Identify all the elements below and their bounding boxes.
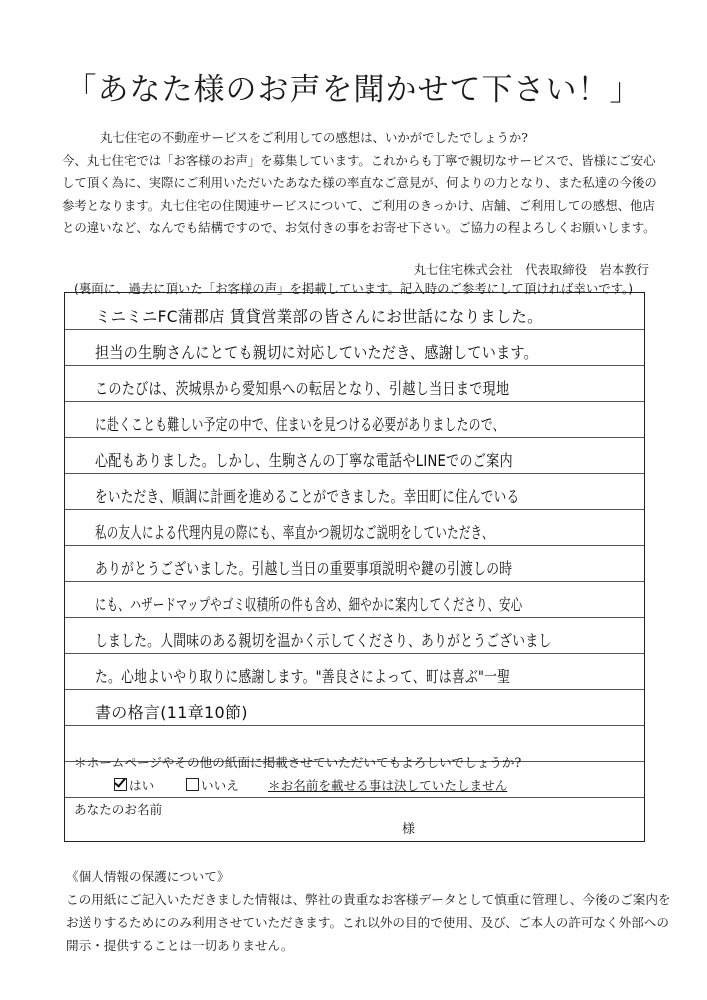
checkbox-empty-icon[interactable] — [186, 778, 199, 791]
handwritten-line: ありがとうございました。引越し当日の重要事項説明や鍵の引渡しの時 — [95, 559, 513, 578]
intro-line: との違いなど、なんでも結構ですので、お気付きの事をお寄せ下さい。ご協力の程よろしくお願いします。 — [62, 220, 656, 235]
ruled-line — [65, 797, 644, 798]
checkbox-checked-icon[interactable] — [114, 778, 127, 791]
privacy-line: お送りするためにのみ利用させていただきます。これ以外の目的で使用、及び、ご本人の許可なく外部への — [66, 915, 669, 930]
consent-no-option[interactable] — [186, 775, 239, 794]
page-title: 「あなた様のお声を聞かせて下さい！」 — [65, 72, 642, 108]
consent-no-label: いいえ — [201, 778, 239, 793]
ruled-line — [65, 617, 644, 618]
ruled-line — [65, 329, 644, 330]
handwritten-line: このたびは、茨城県から愛知県への転居となり、引越し当日まで現地 — [95, 379, 510, 398]
intro-line: して頂く為に、実際にご利用いただいたあなた様の率直なご意見が、何よりの力となり、また私達の今後の — [62, 175, 657, 190]
ruled-line — [65, 725, 644, 726]
name-suffix: 様 — [402, 822, 416, 837]
intro-line: 参考となります。丸七住宅の住関連サービスについて、ご利用のきっかけ、店舗、ご利用しての感想、他店 — [62, 197, 655, 213]
privacy-paragraph — [66, 888, 671, 957]
publication-consent-question: ＊ホームページやその他の紙面に掲載させていただいてもよろしいでしょうか? — [74, 755, 522, 770]
ruled-line — [65, 473, 644, 474]
intro-line: 丸七住宅の不動産サービスをご利用しての感想は、いかがでしたでしょうか? — [100, 130, 528, 145]
handwritten-line: しました。人間味のある親切を温かく示してくださり、ありがとうございまし — [95, 631, 552, 650]
handwritten-line: ミニミニFC蒲郡店 賃貸営業部の皆さんにお世話になりました。 — [95, 307, 543, 326]
handwritten-line: 書の格言(11章10節) — [95, 703, 248, 722]
ruled-line — [65, 689, 644, 690]
ruled-line — [65, 365, 644, 366]
ruled-line — [65, 653, 644, 654]
ruled-line — [65, 509, 644, 510]
handwritten-line: た。心地よいやり取りに感謝します。"善良さによって、町は喜ぶ"一聖 — [95, 667, 511, 686]
consent-yes-option[interactable] — [114, 775, 154, 794]
handwritten-line: 担当の生駒さんにとても親切に対応していただき、感謝しています。 — [95, 343, 538, 362]
handwritten-line: 私の友人による代理内見の際にも、率直かつ親切なご説明をしていただき、 — [95, 523, 494, 542]
privacy-line: 開示・提供することは一切ありません。 — [66, 938, 294, 953]
ruled-line — [65, 545, 644, 546]
name-privacy-notice: ＊お名前を載せる事は決していたしません — [268, 778, 508, 793]
handwritten-line: をいただき、順調に計画を進めることができました。幸田町に住んでいる — [95, 487, 520, 506]
privacy-heading: 《個人情報の保護について》 — [66, 869, 230, 884]
handwritten-line: にも、ハザードマップやゴミ収積所の件も含め、細やかに案内してくださり、安心 — [95, 595, 523, 614]
name-field-label: あなたのお名前 — [74, 802, 163, 817]
privacy-line: この用紙にご記入いただきました情報は、弊社の貴重なお客様データとして慎重に管理し、今後のご案内を — [66, 892, 671, 907]
company-signature: 丸七住宅株式会社 代表取締役 岩本教行 — [413, 262, 649, 277]
reference-note: (裏面に、過去に頂いた「お客様の声」を掲載しています。記入時のご参考にして頂ければ幸いです。) — [73, 281, 634, 296]
ruled-line — [65, 401, 644, 402]
consent-yes-label: はい — [129, 778, 155, 793]
intro-line: 今、丸七住宅では「お客様のお声」を募集しています。これからも丁寧で親切なサービスで、皆様にご安心 — [62, 152, 656, 168]
ruled-line — [65, 581, 644, 582]
ruled-line — [65, 437, 644, 438]
handwritten-line: に赴くことも難しい予定の中で、住まいを見つける必要がありましたので、 — [95, 415, 505, 434]
handwritten-line: 心配もありました。しかし、生駒さんの丁寧な電話やLINEでのご案内 — [95, 451, 513, 470]
intro-paragraph — [62, 127, 662, 240]
